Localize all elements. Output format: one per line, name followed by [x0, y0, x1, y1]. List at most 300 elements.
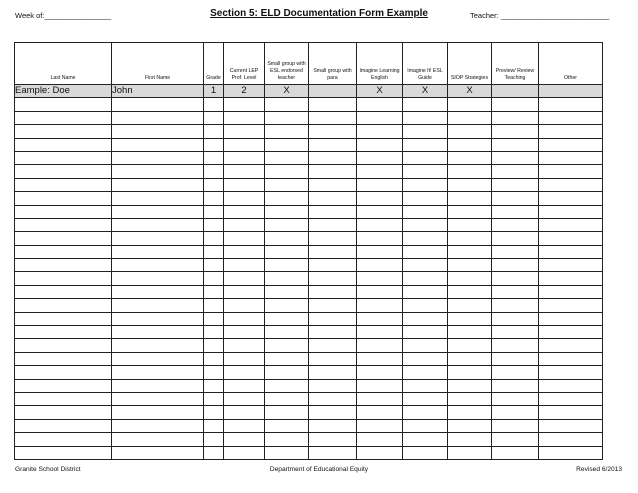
blank-cell-other[interactable]	[539, 245, 603, 258]
blank-cell-first-name[interactable]	[112, 379, 204, 392]
blank-cell-imagine-it[interactable]	[403, 125, 448, 138]
blank-cell-preview-review[interactable]	[492, 352, 539, 365]
cell-preview-review[interactable]	[492, 85, 539, 98]
blank-cell-preview-review[interactable]	[492, 272, 539, 285]
blank-cell-last-name[interactable]	[15, 98, 112, 111]
blank-cell-last-name[interactable]	[15, 259, 112, 272]
blank-cell-grade[interactable]	[204, 312, 224, 325]
blank-cell-small-group-esl[interactable]	[265, 433, 309, 446]
blank-cell-small-group-esl[interactable]	[265, 218, 309, 231]
blank-cell-preview-review[interactable]	[492, 259, 539, 272]
blank-cell-siop[interactable]	[448, 98, 492, 111]
blank-cell-grade[interactable]	[204, 232, 224, 245]
blank-cell-grade[interactable]	[204, 272, 224, 285]
blank-cell-imagine-learning[interactable]	[357, 312, 403, 325]
blank-cell-small-group-para[interactable]	[309, 352, 357, 365]
blank-cell-grade[interactable]	[204, 245, 224, 258]
blank-cell-grade[interactable]	[204, 299, 224, 312]
blank-cell-small-group-esl[interactable]	[265, 299, 309, 312]
blank-cell-other[interactable]	[539, 366, 603, 379]
blank-cell-other[interactable]	[539, 339, 603, 352]
blank-cell-preview-review[interactable]	[492, 192, 539, 205]
blank-cell-imagine-it[interactable]	[403, 98, 448, 111]
blank-cell-first-name[interactable]	[112, 165, 204, 178]
blank-cell-small-group-esl[interactable]	[265, 312, 309, 325]
blank-cell-grade[interactable]	[204, 125, 224, 138]
blank-cell-grade[interactable]	[204, 218, 224, 231]
blank-cell-first-name[interactable]	[112, 111, 204, 124]
blank-cell-last-name[interactable]	[15, 433, 112, 446]
blank-cell-lep-level[interactable]	[224, 392, 265, 405]
blank-cell-grade[interactable]	[204, 98, 224, 111]
blank-cell-last-name[interactable]	[15, 218, 112, 231]
blank-cell-last-name[interactable]	[15, 312, 112, 325]
blank-cell-grade[interactable]	[204, 205, 224, 218]
blank-cell-last-name[interactable]	[15, 165, 112, 178]
blank-cell-first-name[interactable]	[112, 151, 204, 164]
blank-cell-small-group-esl[interactable]	[265, 366, 309, 379]
blank-cell-imagine-learning[interactable]	[357, 299, 403, 312]
blank-cell-last-name[interactable]	[15, 245, 112, 258]
blank-cell-grade[interactable]	[204, 379, 224, 392]
blank-cell-imagine-learning[interactable]	[357, 326, 403, 339]
blank-cell-lep-level[interactable]	[224, 285, 265, 298]
blank-cell-imagine-learning[interactable]	[357, 406, 403, 419]
blank-cell-grade[interactable]	[204, 192, 224, 205]
blank-cell-other[interactable]	[539, 151, 603, 164]
blank-cell-last-name[interactable]	[15, 192, 112, 205]
blank-cell-small-group-esl[interactable]	[265, 326, 309, 339]
blank-cell-imagine-it[interactable]	[403, 352, 448, 365]
blank-cell-small-group-esl[interactable]	[265, 379, 309, 392]
blank-cell-imagine-it[interactable]	[403, 285, 448, 298]
blank-cell-lep-level[interactable]	[224, 111, 265, 124]
blank-cell-grade[interactable]	[204, 339, 224, 352]
blank-cell-imagine-learning[interactable]	[357, 125, 403, 138]
blank-cell-siop[interactable]	[448, 339, 492, 352]
blank-cell-siop[interactable]	[448, 406, 492, 419]
blank-cell-last-name[interactable]	[15, 406, 112, 419]
blank-cell-preview-review[interactable]	[492, 151, 539, 164]
blank-cell-first-name[interactable]	[112, 245, 204, 258]
blank-cell-preview-review[interactable]	[492, 299, 539, 312]
blank-cell-siop[interactable]	[448, 446, 492, 459]
blank-cell-lep-level[interactable]	[224, 326, 265, 339]
blank-cell-preview-review[interactable]	[492, 165, 539, 178]
blank-cell-siop[interactable]	[448, 326, 492, 339]
blank-cell-imagine-learning[interactable]	[357, 419, 403, 432]
blank-cell-small-group-esl[interactable]	[265, 178, 309, 191]
blank-cell-preview-review[interactable]	[492, 138, 539, 151]
blank-cell-other[interactable]	[539, 218, 603, 231]
blank-cell-siop[interactable]	[448, 419, 492, 432]
blank-cell-lep-level[interactable]	[224, 379, 265, 392]
blank-cell-last-name[interactable]	[15, 151, 112, 164]
blank-cell-lep-level[interactable]	[224, 232, 265, 245]
blank-cell-imagine-it[interactable]	[403, 392, 448, 405]
blank-cell-preview-review[interactable]	[492, 312, 539, 325]
blank-cell-imagine-learning[interactable]	[357, 352, 403, 365]
blank-cell-last-name[interactable]	[15, 326, 112, 339]
blank-cell-preview-review[interactable]	[492, 392, 539, 405]
blank-cell-imagine-learning[interactable]	[357, 218, 403, 231]
blank-cell-siop[interactable]	[448, 392, 492, 405]
blank-cell-small-group-esl[interactable]	[265, 446, 309, 459]
blank-cell-other[interactable]	[539, 326, 603, 339]
blank-cell-small-group-esl[interactable]	[265, 419, 309, 432]
cell-other[interactable]	[539, 85, 603, 98]
blank-cell-lep-level[interactable]	[224, 165, 265, 178]
blank-cell-imagine-it[interactable]	[403, 178, 448, 191]
blank-cell-grade[interactable]	[204, 366, 224, 379]
blank-cell-small-group-esl[interactable]	[265, 392, 309, 405]
blank-cell-imagine-learning[interactable]	[357, 165, 403, 178]
blank-cell-first-name[interactable]	[112, 419, 204, 432]
blank-cell-first-name[interactable]	[112, 138, 204, 151]
blank-cell-small-group-esl[interactable]	[265, 138, 309, 151]
blank-cell-lep-level[interactable]	[224, 272, 265, 285]
blank-cell-imagine-it[interactable]	[403, 326, 448, 339]
blank-cell-lep-level[interactable]	[224, 419, 265, 432]
blank-cell-small-group-para[interactable]	[309, 446, 357, 459]
blank-cell-siop[interactable]	[448, 125, 492, 138]
blank-cell-last-name[interactable]	[15, 232, 112, 245]
blank-cell-first-name[interactable]	[112, 392, 204, 405]
blank-cell-lep-level[interactable]	[224, 178, 265, 191]
blank-cell-small-group-esl[interactable]	[265, 98, 309, 111]
blank-cell-siop[interactable]	[448, 352, 492, 365]
blank-cell-small-group-esl[interactable]	[265, 205, 309, 218]
blank-cell-imagine-learning[interactable]	[357, 205, 403, 218]
blank-cell-first-name[interactable]	[112, 178, 204, 191]
blank-cell-imagine-learning[interactable]	[357, 192, 403, 205]
blank-cell-siop[interactable]	[448, 312, 492, 325]
blank-cell-other[interactable]	[539, 406, 603, 419]
blank-cell-other[interactable]	[539, 138, 603, 151]
blank-cell-small-group-para[interactable]	[309, 125, 357, 138]
blank-cell-lep-level[interactable]	[224, 218, 265, 231]
blank-cell-siop[interactable]	[448, 272, 492, 285]
blank-cell-other[interactable]	[539, 299, 603, 312]
blank-cell-other[interactable]	[539, 433, 603, 446]
blank-cell-lep-level[interactable]	[224, 205, 265, 218]
blank-cell-siop[interactable]	[448, 178, 492, 191]
blank-cell-lep-level[interactable]	[224, 352, 265, 365]
blank-cell-small-group-para[interactable]	[309, 232, 357, 245]
blank-cell-siop[interactable]	[448, 218, 492, 231]
blank-cell-small-group-para[interactable]	[309, 259, 357, 272]
blank-cell-last-name[interactable]	[15, 285, 112, 298]
blank-cell-small-group-para[interactable]	[309, 419, 357, 432]
cell-small-group-para[interactable]	[309, 85, 357, 98]
blank-cell-lep-level[interactable]	[224, 446, 265, 459]
blank-cell-first-name[interactable]	[112, 339, 204, 352]
blank-cell-imagine-learning[interactable]	[357, 98, 403, 111]
blank-cell-last-name[interactable]	[15, 339, 112, 352]
blank-cell-small-group-esl[interactable]	[265, 111, 309, 124]
cell-grade[interactable]: 1	[204, 85, 224, 98]
blank-cell-other[interactable]	[539, 446, 603, 459]
blank-cell-imagine-it[interactable]	[403, 205, 448, 218]
blank-cell-first-name[interactable]	[112, 218, 204, 231]
blank-cell-siop[interactable]	[448, 245, 492, 258]
blank-cell-siop[interactable]	[448, 151, 492, 164]
blank-cell-first-name[interactable]	[112, 433, 204, 446]
blank-cell-imagine-learning[interactable]	[357, 272, 403, 285]
blank-cell-lep-level[interactable]	[224, 406, 265, 419]
blank-cell-preview-review[interactable]	[492, 205, 539, 218]
blank-cell-imagine-it[interactable]	[403, 151, 448, 164]
blank-cell-lep-level[interactable]	[224, 245, 265, 258]
blank-cell-imagine-learning[interactable]	[357, 433, 403, 446]
blank-cell-small-group-para[interactable]	[309, 111, 357, 124]
blank-cell-last-name[interactable]	[15, 446, 112, 459]
blank-cell-other[interactable]	[539, 392, 603, 405]
blank-cell-last-name[interactable]	[15, 419, 112, 432]
blank-cell-other[interactable]	[539, 419, 603, 432]
blank-cell-other[interactable]	[539, 165, 603, 178]
blank-cell-other[interactable]	[539, 259, 603, 272]
blank-cell-first-name[interactable]	[112, 259, 204, 272]
blank-cell-first-name[interactable]	[112, 272, 204, 285]
blank-cell-small-group-esl[interactable]	[265, 245, 309, 258]
blank-cell-grade[interactable]	[204, 178, 224, 191]
blank-cell-first-name[interactable]	[112, 312, 204, 325]
blank-cell-other[interactable]	[539, 178, 603, 191]
blank-cell-last-name[interactable]	[15, 379, 112, 392]
blank-cell-small-group-esl[interactable]	[265, 406, 309, 419]
blank-cell-small-group-para[interactable]	[309, 312, 357, 325]
blank-cell-imagine-learning[interactable]	[357, 392, 403, 405]
blank-cell-last-name[interactable]	[15, 138, 112, 151]
blank-cell-imagine-it[interactable]	[403, 419, 448, 432]
blank-cell-grade[interactable]	[204, 151, 224, 164]
blank-cell-lep-level[interactable]	[224, 151, 265, 164]
blank-cell-imagine-learning[interactable]	[357, 339, 403, 352]
blank-cell-preview-review[interactable]	[492, 178, 539, 191]
blank-cell-imagine-learning[interactable]	[357, 232, 403, 245]
blank-cell-first-name[interactable]	[112, 406, 204, 419]
blank-cell-small-group-para[interactable]	[309, 218, 357, 231]
blank-cell-small-group-esl[interactable]	[265, 352, 309, 365]
blank-cell-lep-level[interactable]	[224, 138, 265, 151]
blank-cell-lep-level[interactable]	[224, 192, 265, 205]
blank-cell-imagine-it[interactable]	[403, 138, 448, 151]
blank-cell-first-name[interactable]	[112, 232, 204, 245]
blank-cell-small-group-esl[interactable]	[265, 165, 309, 178]
blank-cell-small-group-esl[interactable]	[265, 151, 309, 164]
blank-cell-small-group-para[interactable]	[309, 151, 357, 164]
blank-cell-small-group-esl[interactable]	[265, 125, 309, 138]
blank-cell-other[interactable]	[539, 232, 603, 245]
blank-cell-preview-review[interactable]	[492, 406, 539, 419]
cell-imagine-it[interactable]: X	[403, 85, 448, 98]
blank-cell-last-name[interactable]	[15, 125, 112, 138]
blank-cell-other[interactable]	[539, 285, 603, 298]
blank-cell-preview-review[interactable]	[492, 446, 539, 459]
cell-last-name[interactable]: Eample: Doe	[15, 85, 112, 98]
blank-cell-imagine-learning[interactable]	[357, 178, 403, 191]
blank-cell-small-group-para[interactable]	[309, 326, 357, 339]
blank-cell-imagine-learning[interactable]	[357, 446, 403, 459]
blank-cell-imagine-it[interactable]	[403, 366, 448, 379]
blank-cell-siop[interactable]	[448, 285, 492, 298]
blank-cell-grade[interactable]	[204, 392, 224, 405]
blank-cell-imagine-it[interactable]	[403, 192, 448, 205]
blank-cell-grade[interactable]	[204, 285, 224, 298]
blank-cell-first-name[interactable]	[112, 192, 204, 205]
blank-cell-grade[interactable]	[204, 446, 224, 459]
blank-cell-imagine-it[interactable]	[403, 232, 448, 245]
blank-cell-lep-level[interactable]	[224, 299, 265, 312]
blank-cell-grade[interactable]	[204, 111, 224, 124]
blank-cell-other[interactable]	[539, 98, 603, 111]
blank-cell-first-name[interactable]	[112, 366, 204, 379]
blank-cell-preview-review[interactable]	[492, 285, 539, 298]
blank-cell-small-group-para[interactable]	[309, 392, 357, 405]
blank-cell-siop[interactable]	[448, 138, 492, 151]
blank-cell-grade[interactable]	[204, 326, 224, 339]
blank-cell-imagine-learning[interactable]	[357, 285, 403, 298]
blank-cell-grade[interactable]	[204, 352, 224, 365]
blank-cell-imagine-it[interactable]	[403, 446, 448, 459]
blank-cell-last-name[interactable]	[15, 392, 112, 405]
blank-cell-last-name[interactable]	[15, 205, 112, 218]
blank-cell-preview-review[interactable]	[492, 433, 539, 446]
blank-cell-first-name[interactable]	[112, 125, 204, 138]
blank-cell-siop[interactable]	[448, 111, 492, 124]
blank-cell-lep-level[interactable]	[224, 339, 265, 352]
blank-cell-lep-level[interactable]	[224, 125, 265, 138]
blank-cell-small-group-esl[interactable]	[265, 192, 309, 205]
blank-cell-grade[interactable]	[204, 259, 224, 272]
blank-cell-first-name[interactable]	[112, 205, 204, 218]
blank-cell-small-group-para[interactable]	[309, 299, 357, 312]
blank-cell-preview-review[interactable]	[492, 232, 539, 245]
blank-cell-small-group-para[interactable]	[309, 379, 357, 392]
cell-first-name[interactable]: John	[112, 85, 204, 98]
blank-cell-imagine-it[interactable]	[403, 433, 448, 446]
blank-cell-small-group-para[interactable]	[309, 98, 357, 111]
blank-cell-imagine-learning[interactable]	[357, 111, 403, 124]
blank-cell-other[interactable]	[539, 352, 603, 365]
blank-cell-imagine-it[interactable]	[403, 339, 448, 352]
blank-cell-last-name[interactable]	[15, 352, 112, 365]
blank-cell-other[interactable]	[539, 379, 603, 392]
blank-cell-small-group-para[interactable]	[309, 272, 357, 285]
blank-cell-preview-review[interactable]	[492, 379, 539, 392]
blank-cell-imagine-learning[interactable]	[357, 379, 403, 392]
blank-cell-small-group-para[interactable]	[309, 406, 357, 419]
blank-cell-small-group-esl[interactable]	[265, 285, 309, 298]
blank-cell-other[interactable]	[539, 205, 603, 218]
blank-cell-lep-level[interactable]	[224, 259, 265, 272]
blank-cell-other[interactable]	[539, 111, 603, 124]
blank-cell-preview-review[interactable]	[492, 245, 539, 258]
blank-cell-imagine-learning[interactable]	[357, 151, 403, 164]
blank-cell-last-name[interactable]	[15, 111, 112, 124]
blank-cell-siop[interactable]	[448, 299, 492, 312]
blank-cell-siop[interactable]	[448, 205, 492, 218]
blank-cell-first-name[interactable]	[112, 285, 204, 298]
blank-cell-preview-review[interactable]	[492, 218, 539, 231]
blank-cell-siop[interactable]	[448, 379, 492, 392]
blank-cell-imagine-it[interactable]	[403, 111, 448, 124]
blank-cell-imagine-it[interactable]	[403, 379, 448, 392]
blank-cell-imagine-it[interactable]	[403, 299, 448, 312]
blank-cell-imagine-it[interactable]	[403, 259, 448, 272]
blank-cell-small-group-para[interactable]	[309, 285, 357, 298]
blank-cell-imagine-learning[interactable]	[357, 245, 403, 258]
blank-cell-lep-level[interactable]	[224, 433, 265, 446]
blank-cell-grade[interactable]	[204, 165, 224, 178]
blank-cell-grade[interactable]	[204, 406, 224, 419]
blank-cell-small-group-para[interactable]	[309, 192, 357, 205]
blank-cell-siop[interactable]	[448, 165, 492, 178]
blank-cell-last-name[interactable]	[15, 299, 112, 312]
blank-cell-small-group-para[interactable]	[309, 433, 357, 446]
blank-cell-other[interactable]	[539, 312, 603, 325]
blank-cell-small-group-para[interactable]	[309, 138, 357, 151]
blank-cell-small-group-esl[interactable]	[265, 259, 309, 272]
blank-cell-grade[interactable]	[204, 433, 224, 446]
blank-cell-small-group-para[interactable]	[309, 205, 357, 218]
blank-cell-small-group-esl[interactable]	[265, 339, 309, 352]
blank-cell-small-group-esl[interactable]	[265, 272, 309, 285]
blank-cell-first-name[interactable]	[112, 326, 204, 339]
blank-cell-lep-level[interactable]	[224, 366, 265, 379]
blank-cell-preview-review[interactable]	[492, 98, 539, 111]
cell-siop[interactable]: X	[448, 85, 492, 98]
blank-cell-preview-review[interactable]	[492, 366, 539, 379]
blank-cell-siop[interactable]	[448, 366, 492, 379]
blank-cell-other[interactable]	[539, 192, 603, 205]
blank-cell-imagine-it[interactable]	[403, 312, 448, 325]
blank-cell-siop[interactable]	[448, 259, 492, 272]
blank-cell-first-name[interactable]	[112, 98, 204, 111]
blank-cell-other[interactable]	[539, 125, 603, 138]
blank-cell-preview-review[interactable]	[492, 326, 539, 339]
blank-cell-imagine-learning[interactable]	[357, 138, 403, 151]
blank-cell-siop[interactable]	[448, 192, 492, 205]
blank-cell-preview-review[interactable]	[492, 419, 539, 432]
blank-cell-grade[interactable]	[204, 419, 224, 432]
blank-cell-last-name[interactable]	[15, 178, 112, 191]
blank-cell-small-group-para[interactable]	[309, 178, 357, 191]
blank-cell-first-name[interactable]	[112, 446, 204, 459]
blank-cell-siop[interactable]	[448, 232, 492, 245]
blank-cell-lep-level[interactable]	[224, 98, 265, 111]
blank-cell-small-group-para[interactable]	[309, 245, 357, 258]
blank-cell-first-name[interactable]	[112, 352, 204, 365]
cell-imagine-learning[interactable]: X	[357, 85, 403, 98]
blank-cell-grade[interactable]	[204, 138, 224, 151]
blank-cell-small-group-esl[interactable]	[265, 232, 309, 245]
blank-cell-small-group-para[interactable]	[309, 339, 357, 352]
blank-cell-last-name[interactable]	[15, 366, 112, 379]
cell-small-group-esl[interactable]: X	[265, 85, 309, 98]
blank-cell-lep-level[interactable]	[224, 312, 265, 325]
blank-cell-small-group-para[interactable]	[309, 366, 357, 379]
blank-cell-imagine-it[interactable]	[403, 218, 448, 231]
blank-cell-siop[interactable]	[448, 433, 492, 446]
blank-cell-last-name[interactable]	[15, 272, 112, 285]
blank-cell-small-group-para[interactable]	[309, 165, 357, 178]
blank-cell-imagine-it[interactable]	[403, 272, 448, 285]
cell-lep-level[interactable]: 2	[224, 85, 265, 98]
blank-cell-preview-review[interactable]	[492, 111, 539, 124]
blank-cell-imagine-it[interactable]	[403, 406, 448, 419]
